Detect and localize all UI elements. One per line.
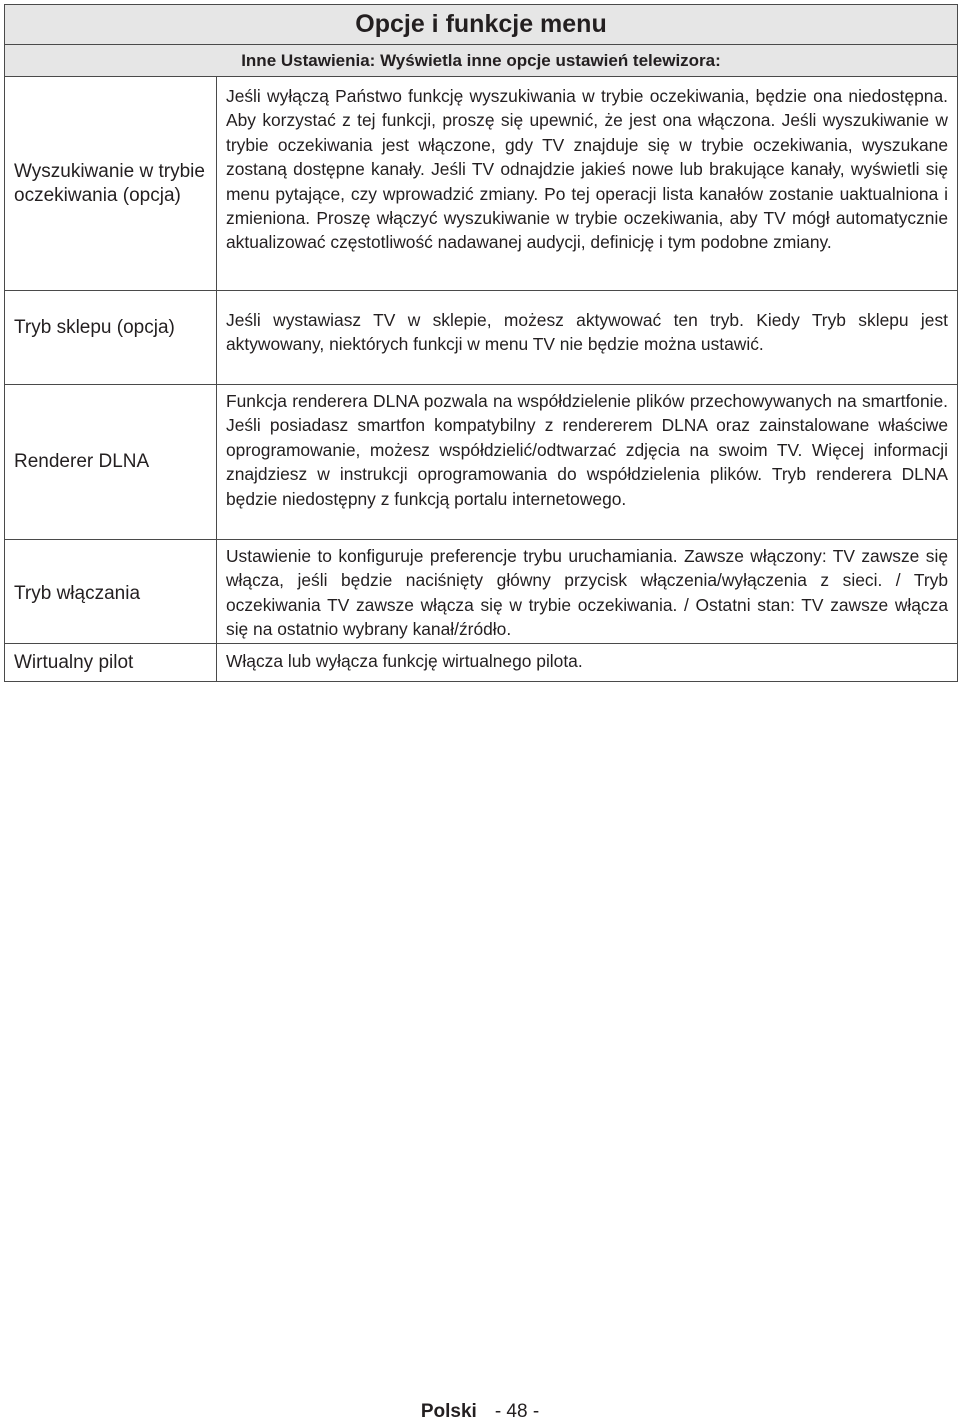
page-number: - 48 - (494, 1401, 540, 1422)
option-description: Włącza lub wyłącza funkcję wirtualnego pilota. (226, 651, 583, 671)
table-title: Opcje i funkcje menu (5, 5, 957, 45)
option-description: Jeśli wyłączą Państwo funkcję wyszukiwania w trybie oczekiwania, będzie ona niedostępna. Aby korzystać z tej funkcji, proszę się upewnić, że jest ona włączona. Jeśli wyszukiwanie w trybie oczekiwania jest włączone, gdy TV znajduje się w trybie oczekiwania, wyszukane zostaną dostępne kanały. Jeśli TV odnajdzie jakieś nowe lub brakujące kanały, wyświetli się menu pytające, czy wprowadzić zmiany. Po tej operacji lista kanałów zostanie uaktualniona i zmieniona. Proszę włączyć wyszukiwanie w trybie oczekiwania, aby TV mógł automatycznie aktualizować częstotliwość nadawanej audycji, definicję i tym podobne zmiany. (226, 86, 948, 253)
table-row (5, 77, 957, 291)
table-row (5, 644, 957, 681)
option-label: Wirtualny pilot (5, 644, 217, 681)
option-label: Wyszukiwanie w trybie oczekiwania (opcja) (5, 77, 217, 290)
option-label: Tryb włączania (5, 540, 217, 643)
option-description: Funkcja renderera DLNA pozwala na współdzielenie plików przechowywanych na smartfonie. Jeśli posiadasz smartfon kompatybilny z rendererem DLNA oraz zainstalowane właściwe oprogramowanie, możesz współdzielić/odtwarzać zdjęcia na swoim TV. Więcej informacji znajdziesz w instrukcji oprogramowania do współdzielenia plików. Tryb renderera DLNA będzie niedostępny z funkcją portalu internetowego. (226, 391, 948, 509)
option-label: Renderer DLNA (5, 385, 217, 539)
table-row (5, 540, 957, 644)
table-row (5, 385, 957, 540)
option-label: Tryb sklepu (opcja) (5, 291, 217, 384)
option-description: Jeśli wystawiasz TV w sklepie, możesz aktywować ten tryb. Kiedy Tryb sklepu jest aktywowany, niektórych funkcji w menu TV nie będzie można ustawić. (226, 310, 948, 355)
page-footer (0, 1400, 960, 1424)
menu-options-table (4, 4, 958, 682)
footer-language: Polski (420, 1401, 477, 1422)
table-subtitle: Inne Ustawienia: Wyświetla inne opcje ustawień telewizora: (5, 45, 957, 77)
option-description: Ustawienie to konfiguruje preferencje trybu uruchamiania. Zawsze włączony: TV zawsze się włącza, jeśli będzie naciśnięty główny przycisk włączenia/wyłączenia z sieci. / Tryb oczekiwania TV zawsze włącza się w trybie oczekiwania. / Ostatni stan: TV zawsze włącza się na ostatnio wybrany kanał/źródło. (226, 546, 948, 640)
table-row (5, 291, 957, 385)
